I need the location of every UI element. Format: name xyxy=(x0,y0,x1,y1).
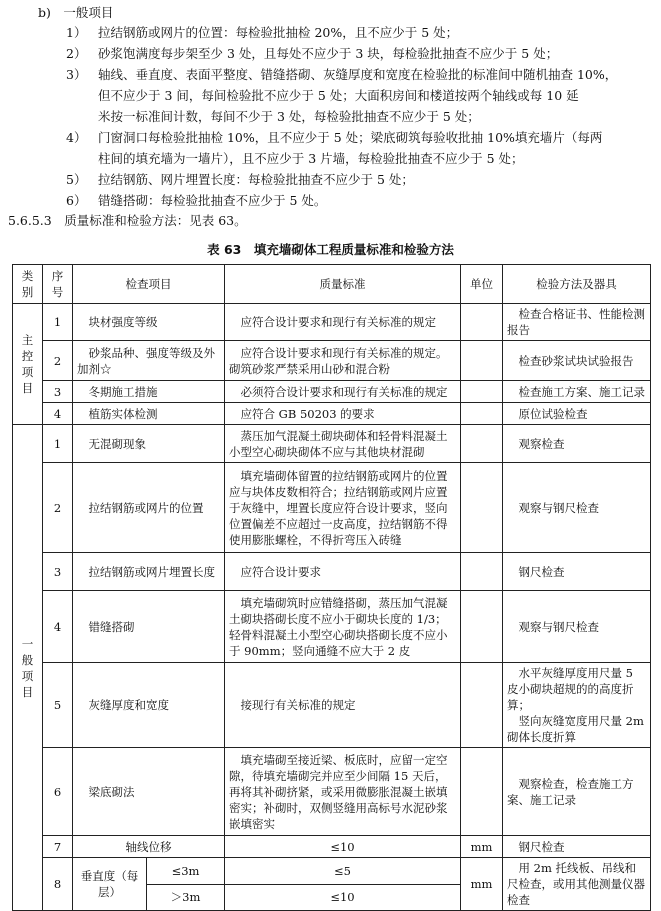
row-unit: mm xyxy=(461,858,503,911)
row-item: 梁底砌法 xyxy=(73,748,225,836)
row-standard: 应符合 GB 50203 的要求 xyxy=(225,403,461,425)
table-row xyxy=(13,425,651,463)
row-standard: ≤10 xyxy=(225,836,461,858)
header-unit: 单位 xyxy=(461,265,503,304)
row-standard: 填充墙砌体留置的拉结钢筋或网片的位置应与块体皮数相符合；拉结钢筋或网片应置于灰缝中，埋置长度应符合设计要求，竖向位置偏差不应超过一皮高度，拉结钢筋不得使用膨胀螺栓，不得折弯压入砖缝 xyxy=(225,463,461,553)
row-method: 检查砂浆试块试验报告 xyxy=(503,341,651,381)
row-item: 无混砌现象 xyxy=(73,425,225,463)
item-text: 但不应少于 3 间，每间检验批不应少于 5 处；大面积房间和楼道按两个轴线或每 10 延 xyxy=(98,88,579,103)
item-text: 米按一标准间计数，每间不少于 3 处，每检验批抽查不应少于 5 处； xyxy=(98,109,480,124)
item-text: 拉结钢筋、网片埋置长度：每检验批抽查不应少于 5 处； xyxy=(98,172,414,187)
item-text: 轴线、垂直度、表面平整度、错缝搭砌、灰缝厚度和宽度在检验批的标准间中随机抽查 10%， xyxy=(98,67,618,82)
table-row xyxy=(13,304,651,341)
item-text: 砂浆饱满度每步架至少 3 处，且每处不应少于 3 块，每检验批抽查不应少于 5 处； xyxy=(98,46,559,61)
row-unit xyxy=(461,381,503,403)
table-row xyxy=(13,836,651,858)
row-method: 观察与钢尺检查 xyxy=(503,463,651,553)
row-seq: 4 xyxy=(43,591,73,663)
row-method: 用 2m 托线板、吊线和尺检查，或用其他测量仪器检查 xyxy=(503,858,651,911)
row-item: 轴线位移 xyxy=(73,836,225,858)
row-seq: 1 xyxy=(43,425,73,463)
row-standard: ≤5 xyxy=(225,858,461,885)
row-sub-condition: ≤3m xyxy=(147,858,225,885)
row-method-line: 竖向灰缝宽度用尺量 2m 砌体长度折算 xyxy=(507,714,644,744)
row-seq: 3 xyxy=(43,381,73,403)
row-seq: 4 xyxy=(43,403,73,425)
row-item: 块材强度等级 xyxy=(73,304,225,341)
row-method: 原位试验检查 xyxy=(503,403,651,425)
item-num: 4） xyxy=(66,130,87,145)
row-standard: 填充墙砌筑时应错缝搭砌，蒸压加气混凝土砌块搭砌长度不应小于砌块长度的 1/3；轻骨料混凝土小型空心砌块搭砌长度不应小于 90mm；竖向通缝不应大于 2 皮 xyxy=(225,591,461,663)
row-unit xyxy=(461,463,503,553)
item-text: 错缝搭砌：每检验批抽查不应少于 5 处。 xyxy=(98,193,327,208)
header-category: 类 别 xyxy=(13,265,43,304)
row-seq: 3 xyxy=(43,553,73,591)
table-row xyxy=(13,663,651,748)
row-method: 钢尺检查 xyxy=(503,553,651,591)
table-caption: 表 63 填充墙砌体工程质量标准和检验方法 xyxy=(207,242,454,257)
row-unit xyxy=(461,748,503,836)
row-unit xyxy=(461,403,503,425)
group-label-main-control: 主 控 项 目 xyxy=(13,304,43,425)
row-unit xyxy=(461,553,503,591)
table-row xyxy=(13,463,651,553)
row-unit: mm xyxy=(461,836,503,858)
item-text: 柱间的填充墙为一墙片），且不应少于 3 片墙，每检验批抽查不应少于 5 处； xyxy=(98,151,524,166)
row-standard: 蒸压加气混凝土砌块砌体和轻骨料混凝土小型空心砌块砌体不应与其他块材混砌 xyxy=(225,425,461,463)
header-method: 检验方法及器具 xyxy=(503,265,651,304)
row-standard: 接现行有关标准的规定 xyxy=(225,663,461,748)
item-num: 6） xyxy=(66,193,87,208)
table-row xyxy=(13,341,651,381)
row-seq: 7 xyxy=(43,836,73,858)
row-seq: 2 xyxy=(43,463,73,553)
row-standard: 应符合设计要求和现行有关标准的规定 xyxy=(225,304,461,341)
row-standard: 应符合设计要求 xyxy=(225,553,461,591)
row-item: 植筋实体检测 xyxy=(73,403,225,425)
row-method-line: 水平灰缝厚度用尺量 5 皮小砌块超规的的高度折算； xyxy=(507,666,634,712)
header-seq: 序 号 xyxy=(43,265,73,304)
row-method: 钢尺检查 xyxy=(503,836,651,858)
clause-reference: 5.6.5.3 质量标准和检验方法：见表 63。 xyxy=(8,213,247,228)
table-header-row xyxy=(13,265,651,304)
item-num: 5） xyxy=(66,172,87,187)
table-row xyxy=(13,591,651,663)
row-standard: 填充墙砌至接近梁、板底时，应留一定空隙，待填充墙砌完并应至少间隔 15 天后，再将其补砌挤紧，或采用微膨胀混凝土嵌填密实；补砌时，双侧竖缝用高标号水泥砂浆嵌填密实 xyxy=(225,748,461,836)
row-item: 拉结钢筋或网片埋置长度 xyxy=(73,553,225,591)
row-item: 灰缝厚度和宽度 xyxy=(73,663,225,748)
table-row xyxy=(13,553,651,591)
group-label-general: 一 般 项 目 xyxy=(13,425,43,911)
row-unit xyxy=(461,304,503,341)
row-standard: 应符合设计要求和现行有关标准的规定。砌筑砂浆严禁采用山砂和混合粉 xyxy=(225,341,461,381)
row-sub-condition: ＞3m xyxy=(147,884,225,911)
row-item: 拉结钢筋或网片的位置 xyxy=(73,463,225,553)
row-method: 检查合格证书、性能检测报告 xyxy=(503,304,651,341)
row-item: 垂直度（每层） xyxy=(73,858,147,911)
item-num: 1） xyxy=(66,25,87,40)
row-item: 冬期施工措施 xyxy=(73,381,225,403)
row-standard: 必须符合设计要求和现行有关标准的规定 xyxy=(225,381,461,403)
item-text: 拉结钢筋或网片的位置：每检验批抽检 20%，且不应少于 5 处； xyxy=(98,25,459,40)
row-item: 错缝搭砌 xyxy=(73,591,225,663)
row-seq: 1 xyxy=(43,304,73,341)
header-item: 检查项目 xyxy=(73,265,225,304)
table-row xyxy=(13,403,651,425)
row-method: 观察检查，检查施工方案、施工记录 xyxy=(503,748,651,836)
row-method: 观察与钢尺检查 xyxy=(503,591,651,663)
table-row xyxy=(13,381,651,403)
row-seq: 8 xyxy=(43,858,73,911)
row-method: 检查施工方案、施工记录 xyxy=(503,381,651,403)
row-unit xyxy=(461,663,503,748)
row-seq: 2 xyxy=(43,341,73,381)
row-item: 砂浆品种、强度等级及外加剂☆ xyxy=(73,341,225,381)
table-row xyxy=(13,748,651,836)
row-method: 观察检查 xyxy=(503,425,651,463)
item-num: 2） xyxy=(66,46,87,61)
row-standard: ≤10 xyxy=(225,884,461,911)
section-heading: b) 一般项目 xyxy=(38,5,114,20)
item-text: 门窗洞口每检验批抽检 10%，且不应少于 5 处；梁底砌筑每验收批抽 10%填充墙片（每两 xyxy=(98,130,603,145)
table-row xyxy=(13,858,651,885)
row-unit xyxy=(461,425,503,463)
row-seq: 5 xyxy=(43,663,73,748)
quality-standard-table xyxy=(12,264,651,911)
item-num: 3） xyxy=(66,67,87,82)
row-seq: 6 xyxy=(43,748,73,836)
header-standard: 质量标准 xyxy=(225,265,461,304)
row-unit xyxy=(461,591,503,663)
row-method xyxy=(503,663,651,748)
row-unit xyxy=(461,341,503,381)
